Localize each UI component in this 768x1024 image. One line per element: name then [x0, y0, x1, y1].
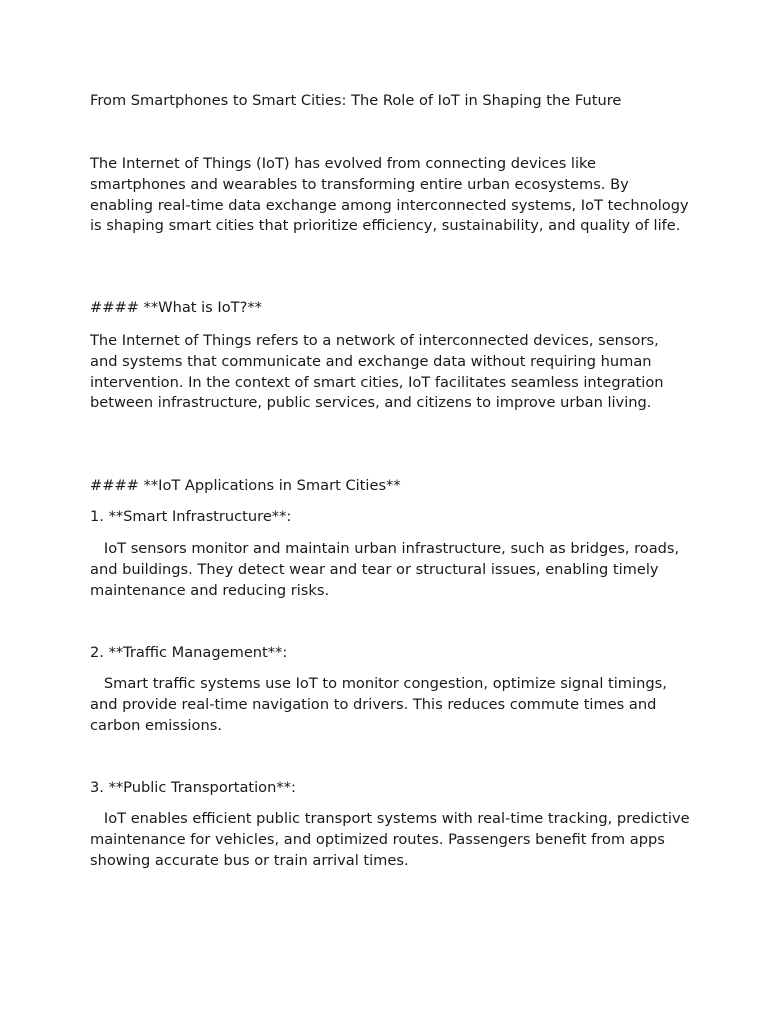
- list-item-body-public-transportation: IoT enables efficient public transport systems with real-time tracking, predictive maintenance for vehicles, and optimized routes. Passengers benefit from apps showing accurate bus or train arrival times.: [90, 810, 695, 869]
- list-item-label-public-transportation: 3. **Public Transportation**:: [90, 779, 296, 796]
- list-item-body-traffic-management: Smart traffic systems use IoT to monitor congestion, optimize signal timings, and provide real-time navigation to drivers. This reduces commute times and carbon emissions.: [90, 675, 672, 734]
- section-heading-what-is-iot: #### **What is IoT?**: [90, 299, 262, 316]
- intro-paragraph: The Internet of Things (IoT) has evolved from connecting devices like smartphones and wearables to transforming entire urban ecosystems. By enabling real-time data exchange among interconnected systems, IoT technology is shaping smart cities that prioritize efficiency, sustainability, and quality of life.: [90, 155, 694, 235]
- list-item-body-smart-infrastructure: IoT sensors monitor and maintain urban infrastructure, such as bridges, roads, and buildings. They detect wear and tear or structural issues, enabling timely maintenance and reducing risks.: [90, 540, 684, 599]
- list-item-label-traffic-management: 2. **Traffic Management**:: [90, 644, 288, 661]
- section-paragraph-what-is-iot: The Internet of Things refers to a network of interconnected devices, sensors, and systems that communicate and exchange data without requiring human intervention. In the context of smart cities, IoT facilitates seamless integration between infrastructure, public services, and citizens to improve urban living.: [90, 332, 669, 412]
- document-title: From Smartphones to Smart Cities: The Role of IoT in Shaping the Future: [90, 92, 622, 109]
- section-heading-applications: #### **IoT Applications in Smart Cities**: [90, 477, 401, 494]
- list-item-label-smart-infrastructure: 1. **Smart Infrastructure**:: [90, 508, 292, 525]
